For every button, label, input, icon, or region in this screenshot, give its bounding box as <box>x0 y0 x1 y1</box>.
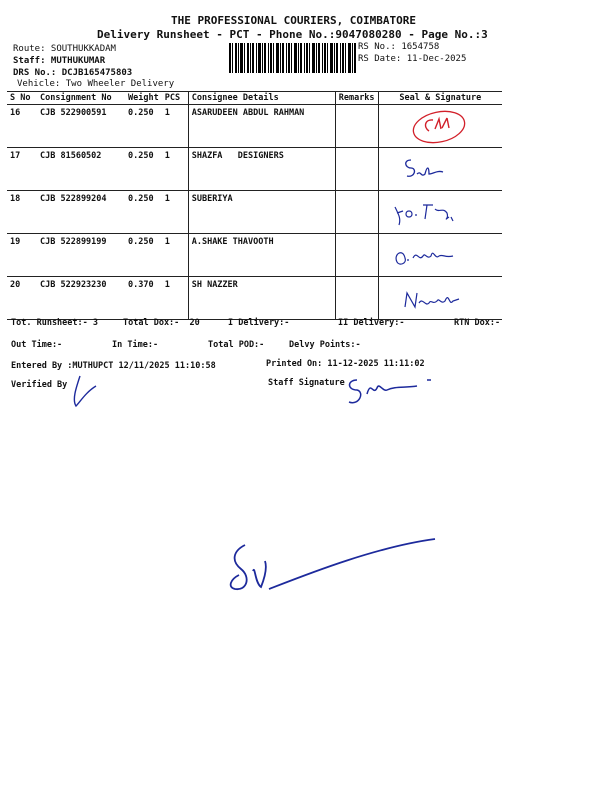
col-pcs: PCS <box>162 92 189 105</box>
col-seal-signature: Seal & Signature <box>378 92 502 105</box>
signature-cell <box>378 234 502 277</box>
ii-delivery: II Delivery:- <box>338 318 405 328</box>
row-sno: 19 <box>7 234 37 277</box>
row-consignment: CJB 522899204 <box>37 191 125 234</box>
signature-icon <box>399 152 459 186</box>
runsheet-table <box>7 91 502 320</box>
company-title: THE PROFESSIONAL COURIERS, COIMBATORE <box>171 14 417 27</box>
drs-number: DRS No.: DCJB165475803 <box>13 68 133 78</box>
row-consignee: SHAZFA DESIGNERS <box>188 148 335 191</box>
row-remarks <box>335 234 378 277</box>
table-row <box>7 277 502 320</box>
vehicle-label: Vehicle: Two Wheeler Delivery <box>17 79 175 89</box>
col-consignment: Consignment No <box>37 92 125 105</box>
total-runsheet: Tot. Runsheet:- 3 <box>11 318 98 328</box>
table-row <box>7 234 502 277</box>
row-remarks <box>335 148 378 191</box>
row-weight: 0.250 <box>125 234 162 277</box>
verified-by-label: Verified By <box>11 380 68 390</box>
signature-cell <box>378 148 502 191</box>
signature-icon <box>397 281 467 315</box>
rs-date: RS Date: 11-Dec-2025 <box>358 54 467 64</box>
total-dox: Total Dox:- 20 <box>123 318 200 328</box>
row-consignment: CJB 522899199 <box>37 234 125 277</box>
row-weight: 0.250 <box>125 191 162 234</box>
col-weight: Weight <box>125 92 162 105</box>
staff-signature-label: Staff Signature <box>268 378 345 388</box>
table-header-row <box>7 92 502 105</box>
row-weight: 0.250 <box>125 105 162 148</box>
staff-signature-icon <box>343 370 443 410</box>
total-pod: Total POD:- <box>208 340 265 350</box>
row-consignee: ASARUDEEN ABDUL RAHMAN <box>188 105 335 148</box>
rtn-dox: RTN Dox:- <box>454 318 501 328</box>
row-remarks <box>335 105 378 148</box>
verified-signature-icon <box>66 372 106 412</box>
row-consignee: SUBERIYA <box>188 191 335 234</box>
signature-icon <box>389 238 469 272</box>
row-sno: 17 <box>7 148 37 191</box>
signature-cell <box>378 191 502 234</box>
row-consignment: CJB 522923230 <box>37 277 125 320</box>
i-delivery: I Delivery:- <box>228 318 290 328</box>
col-sno: S No <box>7 92 37 105</box>
row-weight: 0.250 <box>125 148 162 191</box>
row-remarks <box>335 191 378 234</box>
seal-stamp-icon <box>409 109 469 145</box>
row-pcs: 1 <box>162 234 189 277</box>
signature-cell <box>378 277 502 320</box>
staff-label: Staff: MUTHUKUMAR <box>13 56 106 66</box>
row-pcs: 1 <box>162 277 189 320</box>
row-sno: 16 <box>7 105 37 148</box>
row-consignee: A.SHAKE THAVOOTH <box>188 234 335 277</box>
row-consignment: CJB 81560502 <box>37 148 125 191</box>
row-pcs: 1 <box>162 148 189 191</box>
col-consignee: Consignee Details <box>188 92 335 105</box>
signature-icon <box>389 195 469 229</box>
row-sno: 20 <box>7 277 37 320</box>
barcode-image <box>229 43 356 73</box>
table-row <box>7 191 502 234</box>
row-consignee: SH NAZZER <box>188 277 335 320</box>
entered-by: Entered By :MUTHUPCT 12/11/2025 11:10:58 <box>11 361 216 371</box>
delivery-points: Delvy Points:- <box>289 340 361 350</box>
rs-number: RS No.: 1654758 <box>358 42 440 52</box>
runsheet-subtitle: Delivery Runsheet - PCT - Phone No.:9047080280 - Page No.:3 <box>97 28 488 41</box>
row-weight: 0.370 <box>125 277 162 320</box>
printed-on: Printed On: 11-12-2025 11:11:02 <box>266 359 425 369</box>
large-signature-icon <box>225 535 445 605</box>
seal-signature-cell <box>378 105 502 148</box>
out-time: Out Time:- <box>11 340 63 350</box>
in-time: In Time:- <box>112 340 159 350</box>
col-remarks: Remarks <box>335 92 378 105</box>
row-remarks <box>335 277 378 320</box>
row-consignment: CJB 522900591 <box>37 105 125 148</box>
table-row <box>7 105 502 148</box>
table-row <box>7 148 502 191</box>
row-sno: 18 <box>7 191 37 234</box>
route-label: Route: SOUTHUKKADAM <box>13 44 116 54</box>
row-pcs: 1 <box>162 191 189 234</box>
row-pcs: 1 <box>162 105 189 148</box>
